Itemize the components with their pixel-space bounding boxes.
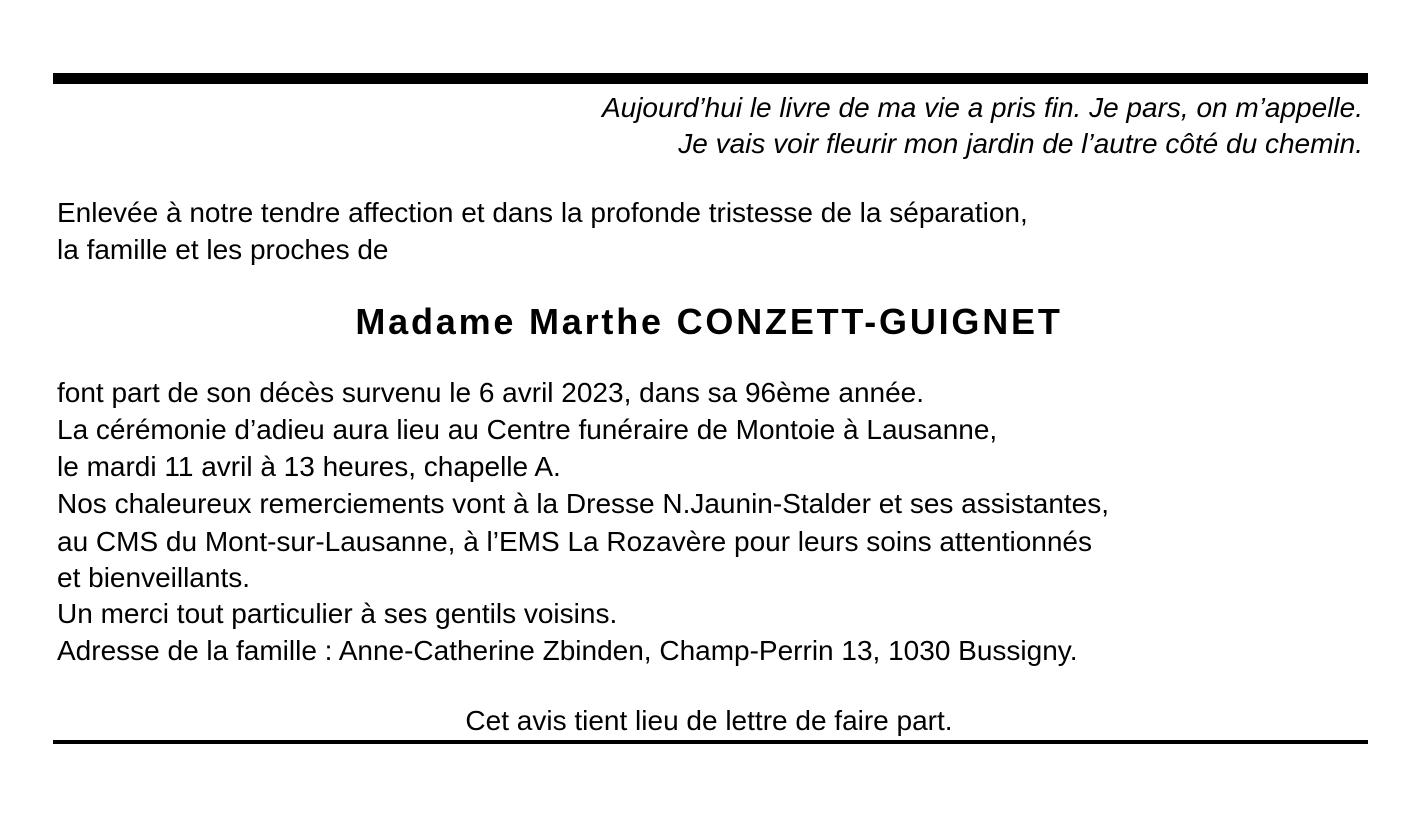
body-line-4: Nos chaleureux remerciements vont à la Dresse N.Jaunin-Stalder et ses assistantes, xyxy=(57,488,1110,519)
body-line-1: font part de son décès survenu le 6 avril 2023, dans sa 96ème année. xyxy=(57,377,925,408)
top-rule xyxy=(53,73,1368,84)
body-line-2: La cérémonie d’adieu aura lieu au Centre funéraire de Montoie à Lausanne, xyxy=(57,414,998,445)
body-line-5: au CMS du Mont-sur-Lausanne, à l’EMS La Rozavère pour leurs soins attentionnés xyxy=(57,526,1092,557)
closing-note: Cet avis tient lieu de lettre de faire part. xyxy=(465,705,953,736)
body-line-6: et bienveillants. xyxy=(57,562,251,593)
body-line-7: Un merci tout particulier à ses gentils voisins. xyxy=(57,598,618,629)
deceased-name: Madame Marthe CONZETT-GUIGNET xyxy=(355,301,1063,342)
epigraph-line-2: Je vais voir fleurir mon jardin de l’autre côté du chemin. xyxy=(678,128,1363,159)
body-line-8: Adresse de la famille : Anne-Catherine Zbinden, Champ-Perrin 13, 1030 Bussigny. xyxy=(57,635,1078,666)
bottom-rule xyxy=(53,740,1368,744)
body-line-3: le mardi 11 avril à 13 heures, chapelle A. xyxy=(57,451,561,482)
epigraph-line-1: Aujourd’hui le livre de ma vie a pris fin. Je pars, on m’appelle. xyxy=(601,92,1363,123)
intro-line-2: la famille et les proches de xyxy=(57,234,389,265)
intro-line-1: Enlevée à notre tendre affection et dans la profonde tristesse de la séparation, xyxy=(57,197,1028,228)
